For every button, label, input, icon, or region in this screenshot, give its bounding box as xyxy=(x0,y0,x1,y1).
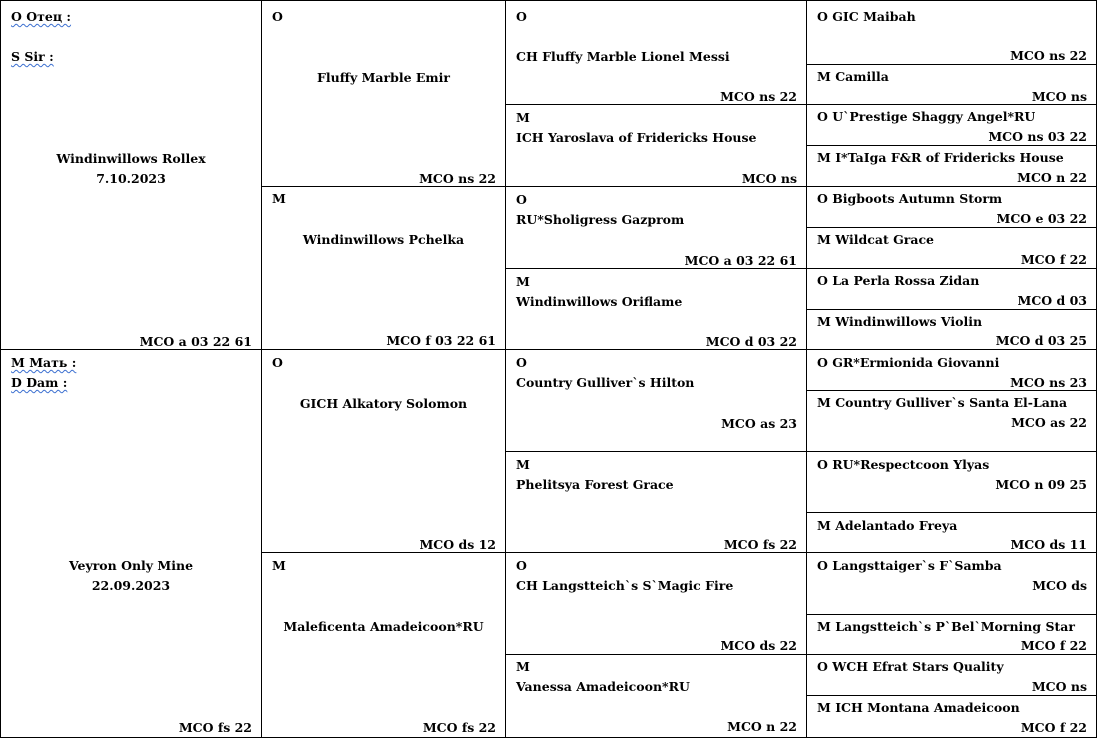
breed-code: MCO ns 22 xyxy=(1010,48,1087,63)
dam-label-en: D Dam : xyxy=(11,375,68,390)
ancestor-name: M Wildcat Grace xyxy=(817,232,935,247)
sex-marker: M xyxy=(516,659,530,674)
dam-cell xyxy=(1,350,262,738)
gen3-cell xyxy=(506,452,807,553)
breed-code: MCO d 03 xyxy=(1017,293,1087,308)
breed-code: MCO d 03 25 xyxy=(995,333,1087,348)
ancestor-name: M Windinwillows Violin xyxy=(817,314,983,329)
breed-code: MCO f 22 xyxy=(1020,720,1087,735)
breed-code: MCO fs 22 xyxy=(422,720,496,735)
gen3-cell xyxy=(506,553,807,655)
gen4-cell xyxy=(807,146,1097,187)
grandparent-name: Windinwillows Pchelka xyxy=(302,232,465,247)
sex-marker: O xyxy=(516,355,527,370)
grandparent-name: GICH Alkatory Solomon xyxy=(299,396,468,411)
gen4-cell xyxy=(807,615,1097,655)
ancestor-name: O GIC Maibah xyxy=(817,9,916,24)
ancestor-name: O Bigboots Autumn Storm xyxy=(817,191,1003,206)
gen3-cell xyxy=(506,655,807,738)
gen4-cell xyxy=(807,187,1097,228)
ancestor-name: Windinwillows Oriflame xyxy=(516,294,683,309)
gen4-cell xyxy=(807,228,1097,269)
ancestor-name: M I*TaIga F&R of Fridericks House xyxy=(817,150,1064,165)
sire-label-en: S Sir : xyxy=(11,49,54,64)
gen4-cell xyxy=(807,105,1097,146)
breed-code: MCO ds 12 xyxy=(419,537,496,552)
gen3-cell xyxy=(506,187,807,269)
breed-code: MCO ds 22 xyxy=(720,638,797,653)
ancestor-name: O La Perla Rossa Zidan xyxy=(817,273,980,288)
gen4-cell xyxy=(807,553,1097,615)
breed-code: MCO as 23 xyxy=(721,416,797,431)
breed-code: MCO n 22 xyxy=(1017,170,1087,185)
breed-code: MCO ns xyxy=(1031,679,1087,694)
gen4-cell xyxy=(807,1,1097,65)
breed-code: MCO ds xyxy=(1032,578,1087,593)
dam-label-ru: М Мать : xyxy=(11,355,77,370)
ancestor-name: O U`Prestige Shaggy Angel*RU xyxy=(817,109,1036,124)
gen4-cell xyxy=(807,696,1097,738)
ancestor-name: O WCH Efrat Stars Quality xyxy=(817,659,1004,674)
gen4-cell xyxy=(807,65,1097,105)
ancestor-name: Country Gulliver`s Hilton xyxy=(516,375,695,390)
sex-marker: O xyxy=(516,9,527,24)
gen3-cell xyxy=(506,350,807,452)
dam-name: Veyron Only Mine xyxy=(68,558,194,573)
ancestor-name: M Camilla xyxy=(817,69,889,84)
sire-label-ru: О Отец : xyxy=(11,9,72,24)
granddam-paternal-cell xyxy=(262,187,506,350)
breed-code: MCO a 03 22 61 xyxy=(684,253,797,268)
sex-marker: O xyxy=(516,192,527,207)
ancestor-name: RU*Sholigress Gazprom xyxy=(516,212,685,227)
ancestor-name: M Country Gulliver`s Santa El-Lana xyxy=(817,395,1068,410)
sex-marker: M xyxy=(516,274,530,289)
gen4-cell xyxy=(807,655,1097,696)
ancestor-name: M Langstteich`s P`Bel`Morning Star xyxy=(817,619,1075,634)
breed-code: MCO f 03 22 61 xyxy=(386,333,496,348)
sex-marker: O xyxy=(516,558,527,573)
ancestor-name: CH Langstteich`s S`Magic Fire xyxy=(516,578,734,593)
grandparent-name: Maleficenta Amadeicoon*RU xyxy=(283,619,484,634)
breed-code: MCO f 22 xyxy=(1020,638,1087,653)
ancestor-name: O RU*Respectcoon Ylyas xyxy=(817,457,990,472)
gen4-cell xyxy=(807,513,1097,553)
sire-dob: 7.10.2023 xyxy=(96,171,166,186)
breed-code: MCO e 03 22 xyxy=(996,211,1087,226)
sire-cell xyxy=(1,1,262,350)
dam-code: MCO fs 22 xyxy=(178,720,252,735)
sex-marker: M xyxy=(516,457,530,472)
breed-code: MCO ns 23 xyxy=(1010,375,1087,390)
gen3-cell xyxy=(506,105,807,187)
dam-dob: 22.09.2023 xyxy=(91,578,171,593)
breed-code: MCO ns 22 xyxy=(720,89,797,104)
gen4-cell xyxy=(807,269,1097,310)
gen4-cell xyxy=(807,350,1097,391)
sex-marker: O xyxy=(272,355,283,370)
ancestor-name: O GR*Ermionida Giovanni xyxy=(817,355,1000,370)
gen4-cell xyxy=(807,391,1097,452)
breed-code: MCO d 03 22 xyxy=(705,334,797,349)
ancestor-name: O Langsttaiger`s F`Samba xyxy=(817,558,1002,573)
breed-code: MCO n 09 25 xyxy=(995,477,1087,492)
ancestor-name: Vanessa Amadeicoon*RU xyxy=(516,679,690,694)
sire-name: Windinwillows Rollex xyxy=(56,151,206,166)
ancestor-name: Phelitsya Forest Grace xyxy=(516,477,674,492)
gen4-cell xyxy=(807,310,1097,350)
ancestor-name: M ICH Montana Amadeicoon xyxy=(817,700,1020,715)
breed-code: MCO ns xyxy=(1031,89,1087,104)
sex-marker: O xyxy=(272,9,283,24)
gen4-cell xyxy=(807,452,1097,513)
sex-marker: M xyxy=(272,558,286,573)
breed-code: MCO ns 22 xyxy=(419,171,496,186)
breed-code: MCO ds 11 xyxy=(1010,537,1087,552)
breed-code: MCO ns xyxy=(741,171,797,186)
breed-code: MCO n 22 xyxy=(727,719,797,734)
breed-code: MCO fs 22 xyxy=(723,537,797,552)
sex-marker: M xyxy=(516,110,530,125)
sex-marker: M xyxy=(272,191,286,206)
ancestor-name: M Adelantado Freya xyxy=(817,518,958,533)
breed-code: MCO f 22 xyxy=(1020,252,1087,267)
breed-code: MCO as 22 xyxy=(1011,415,1087,430)
ancestor-name: ICH Yaroslava of Fridericks House xyxy=(516,130,757,145)
ancestor-name: CH Fluffy Marble Lionel Messi xyxy=(516,49,730,64)
grandsire-paternal-cell xyxy=(262,1,506,187)
grandparent-name: Fluffy Marble Emir xyxy=(317,70,450,85)
gen3-cell xyxy=(506,269,807,350)
breed-code: MCO ns 03 22 xyxy=(988,129,1087,144)
sire-code: MCO a 03 22 61 xyxy=(139,334,252,349)
granddam-maternal-cell xyxy=(262,553,506,738)
grandsire-maternal-cell xyxy=(262,350,506,553)
gen3-cell xyxy=(506,1,807,105)
